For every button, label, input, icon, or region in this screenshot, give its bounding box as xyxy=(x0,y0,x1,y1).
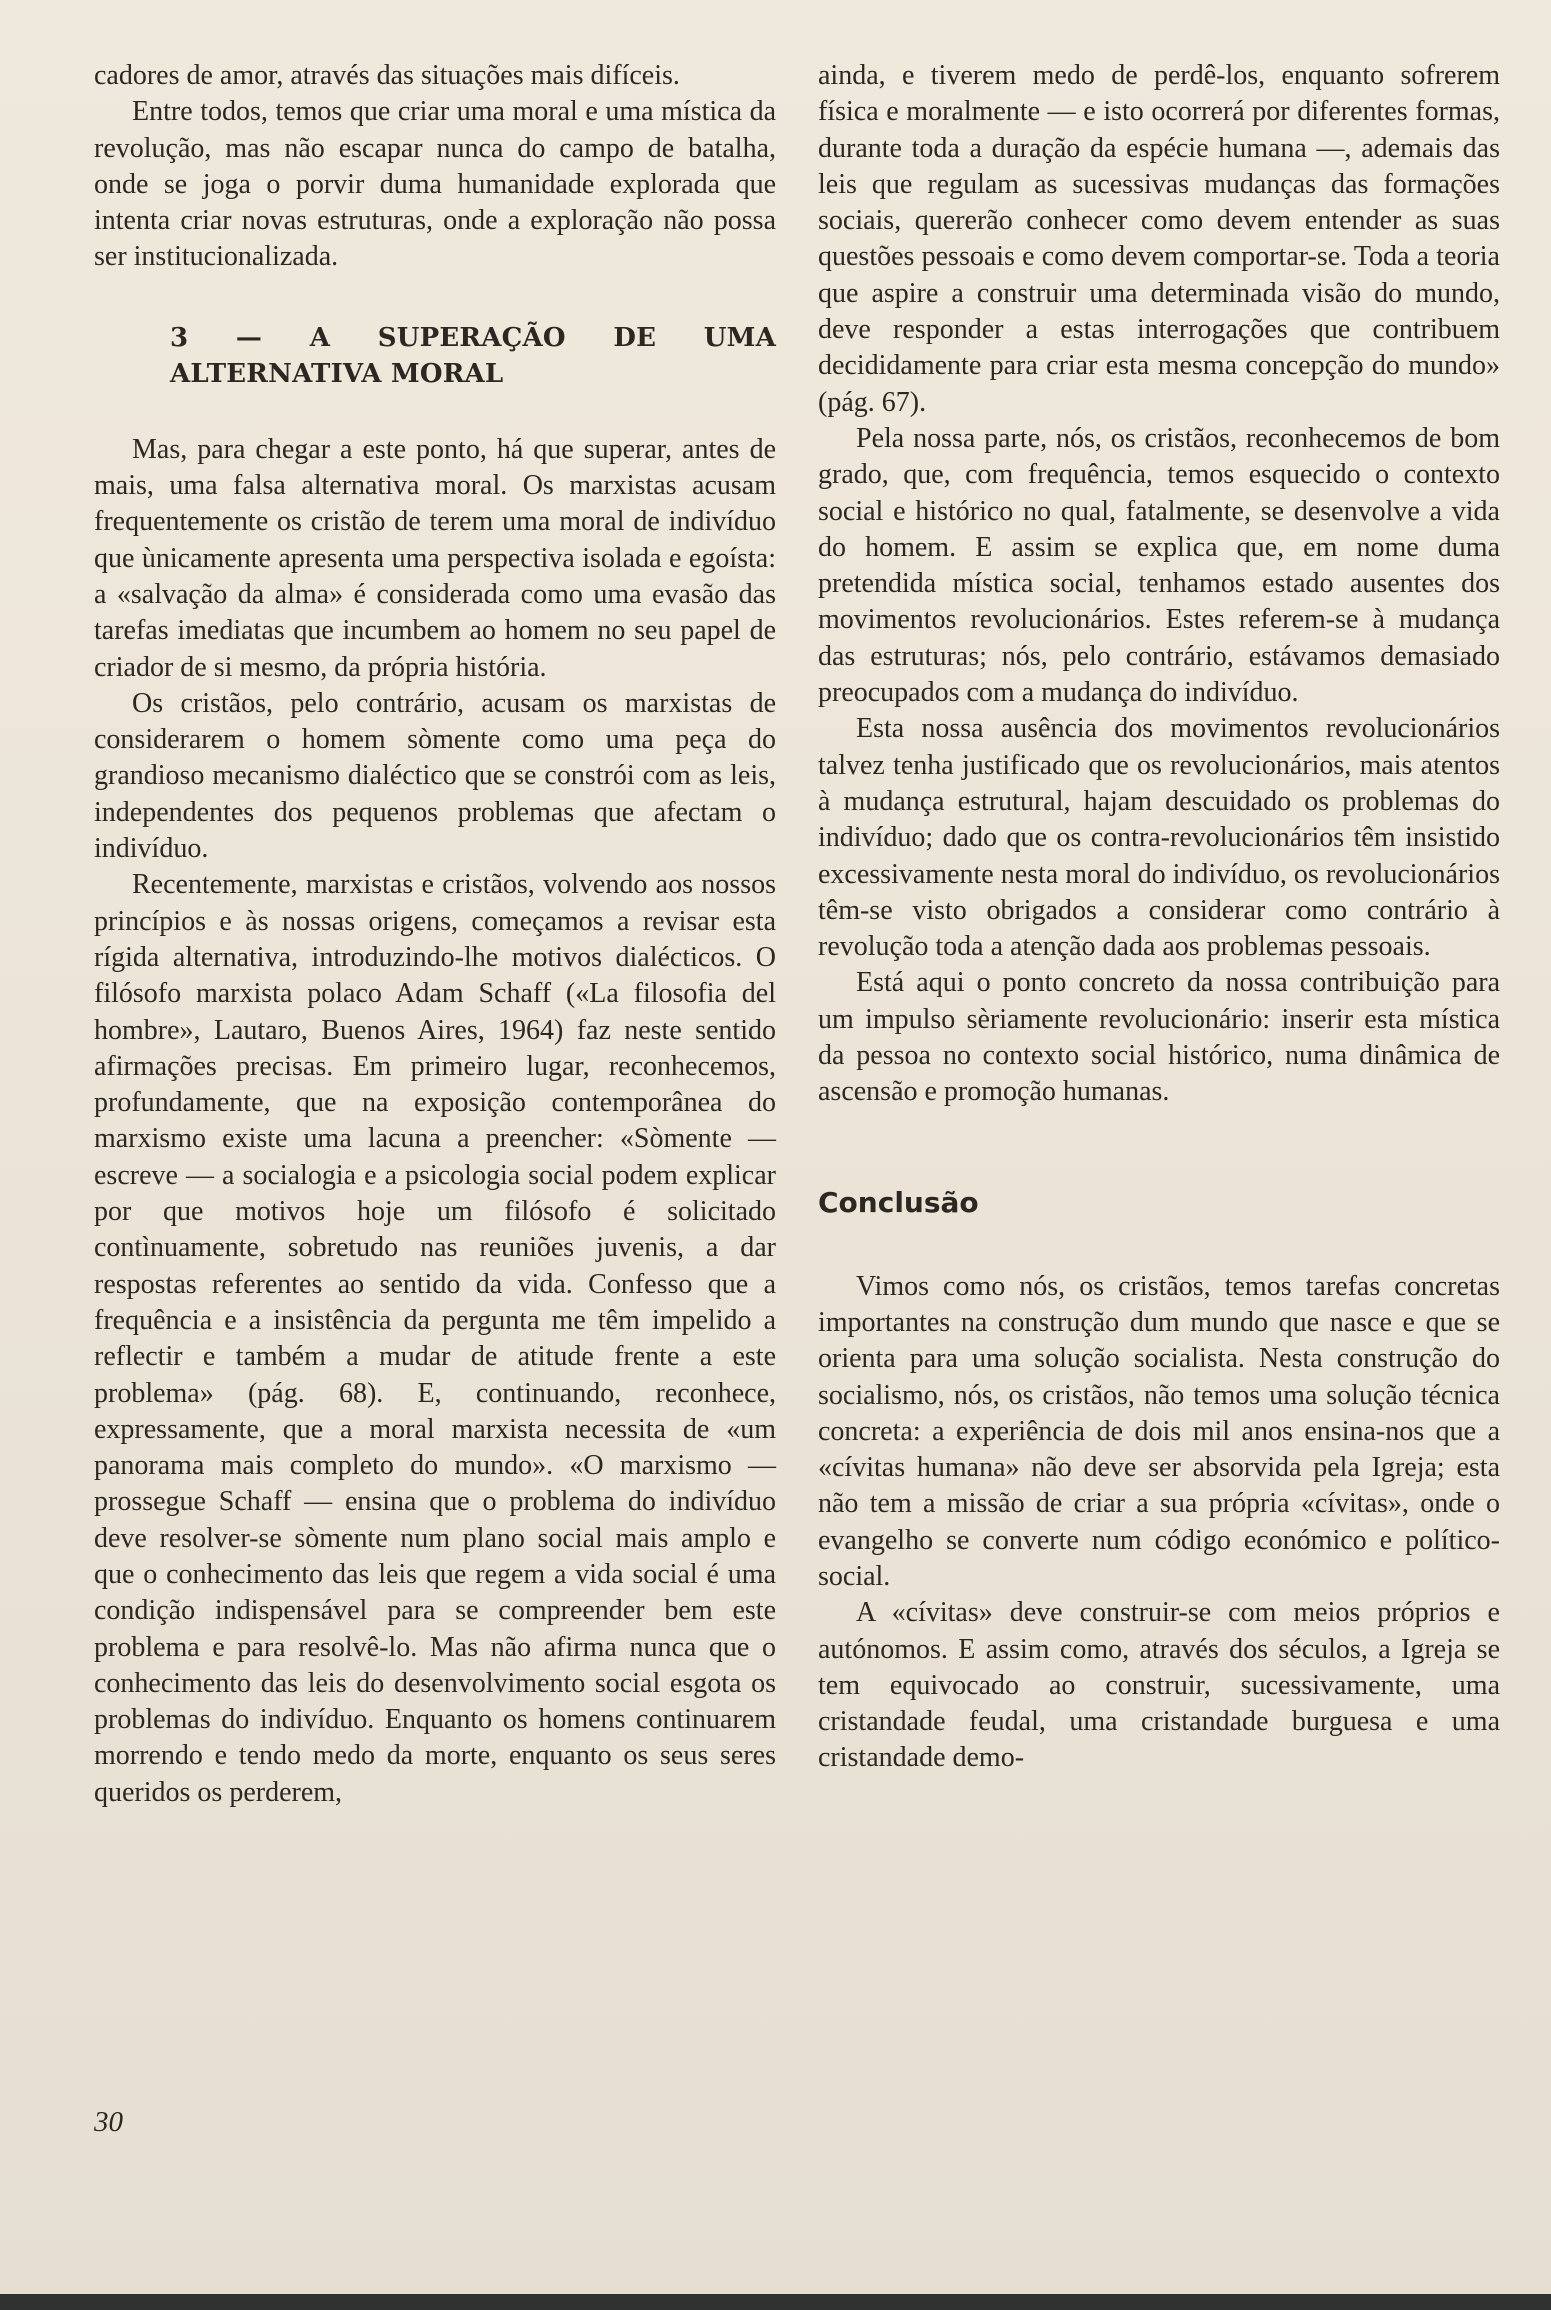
section-heading xyxy=(94,320,776,392)
right-paragraph-4: Está aqui o ponto concreto da nossa contribuição para um impulso sèriamente revolucionário: inserir esta mística da pessoa no contexto social histórico, numa dinâmica de ascensão e promoção humanas. xyxy=(818,967,1500,1108)
bottom-edge-strip xyxy=(0,2294,1551,2310)
section-heading-text: A SUPERAÇÃO DE UMA ALTERNATIVA MORAL xyxy=(170,322,776,389)
left-paragraph-3: Mas, para chegar a este ponto, há que superar, antes de mais, uma falsa alternativa moral. Os marxistas acusam frequentemente os cristão de terem uma moral de indivíduo que ùnicamente apresenta uma perspectiva isolada e egoísta: a «salvação da alma» é considerada como uma evasão das tarefas imediatas que incumbem ao homem no seu papel de criador de si mesmo, da própria história. xyxy=(94,433,776,683)
right-column xyxy=(818,58,1500,1777)
left-paragraph-1: cadores de amor, através das situações mais difíceis. xyxy=(94,60,680,91)
left-paragraph-2: Entre todos, temos que criar uma moral e uma mística da revolução, mas não escapar nunca do campo de batalha, onde se joga o porvir duma humanidade explorada que intenta criar novas estruturas, onde a exploração não possa ser institucionalizada. xyxy=(94,96,776,273)
section-heading-number: 3 — xyxy=(170,322,310,353)
right-paragraph-1: ainda, e tiverem medo de perdê-los, enquanto sofrerem física e moralmente — e isto ocorrerá por diferentes formas, durante toda a duração da espécie humana —, ademais das leis que regulam as sucessivas mudanças das formações sociais, quererão conhecer como devem entender as suas questões pessoais e como devem comportar-se. Toda a teoria que aspire a construir uma determinada visão do mundo, deve responder a estas interrogações que contribuem decididamente para criar esta mesma concepção do mundo» (pág. 67). xyxy=(818,60,1500,418)
left-paragraph-5: Recentemente, marxistas e cristãos, volvendo aos nossos princípios e às nossas origens, começamos a revisar esta rígida alternativa, introduzindo-lhe motivos dialécticos. O filósofo marxista polaco Adam Schaff («La filosofia del hombre», Lautaro, Buenos Aires, 1964) faz neste sentido afirmações precisas. Em primeiro lugar, reconhecemos, profundamente, que na exposição contemporânea do marxismo existe uma lacuna a preencher: «Sòmente — escreve — a socialogia e a psicologia social podem explicar por que motivos hoje um filósofo é solicitado contìnuamente, sobretudo nas reuniões juvenis, a dar respostas referentes ao sentido da vida. Confesso que a frequência e a insistência da pergunta me têm impelido a reflectir e também a mudar de atitude frente a este problema» (pág. 68). E, continuando, reconhece, expressamente, que a moral marxista necessita de «um panorama mais completo do mundo». «O marxismo — prossegue Schaff — ensina que o problema do indivíduo deve resolver-se sòmente num plano social mais amplo e que o conhecimento das leis que regem a vida social é uma condição indispensável para se compreender bem este problema e para resolvê-lo. Mas não afirma nunca que o conhecimento das leis do desenvolvimento social esgota os problemas do indivíduo. Enquanto os homens continuarem morrendo e tendo medo da morte, enquanto os seus seres queridos os perderem, xyxy=(94,869,776,1808)
left-paragraph-4: Os cristãos, pelo contrário, acusam os marxistas de considerarem o homem sòmente como uma peça do grandioso mecanismo dialéctico que se constrói com as leis, independentes dos pequenos problemas que afectam o indivíduo. xyxy=(94,687,776,865)
right-paragraph-6: A «cívitas» deve construir-se com meios próprios e autónomos. E assim como, através dos séculos, a Igreja se tem equivocado ao construir, sucessivamente, uma cristandade feudal, uma cristandade burguesa e uma cristandade demo- xyxy=(818,1597,1500,1774)
right-paragraph-5: Vimos como nós, os cristãos, temos tarefas concretas importantes na construção dum mundo que nasce e que se orienta para uma solução socialista. Nesta construção do socialismo, nós, os cristãos, não temos uma solução técnica concreta: a experiência de dois mil anos ensina-nos que a «cívitas humana» não deve ser absorvida pela Igreja; esta não tem a missão de criar a sua própria «cívitas», onde o evangelho se converte num código económico e político-social. xyxy=(818,1270,1500,1592)
left-column xyxy=(94,58,776,1811)
page-number: 30 xyxy=(94,2106,123,2138)
conclusion-title: Conclusão xyxy=(818,1185,979,1219)
right-paragraph-3: Esta nossa ausência dos movimentos revolucionários talvez tenha justificado que os revolucionários, mais atentos à mudança estrutural, hajam descuidado os problemas do indivíduo; dado que os contra-revolucionários têm insistido excessivamente nesta moral do indivíduo, os revolucionários têm-se visto obrigados a considerar como contrário à revolução toda a atenção dada aos problemas pessoais. xyxy=(818,713,1500,963)
right-paragraph-2: Pela nossa parte, nós, os cristãos, reconhecemos de bom grado, que, com frequência, temos esquecido o contexto social e histórico no qual, fatalmente, se desenvolve a vida do homem. E assim se explica que, em nome duma pretendida mística social, tenhamos estado ausentes dos movimentos revolucionários. Estes referem-se à mudança das estruturas; nós, pelo contrário, estávamos demasiado preocupados com a mudança do indivíduo. xyxy=(818,422,1500,709)
